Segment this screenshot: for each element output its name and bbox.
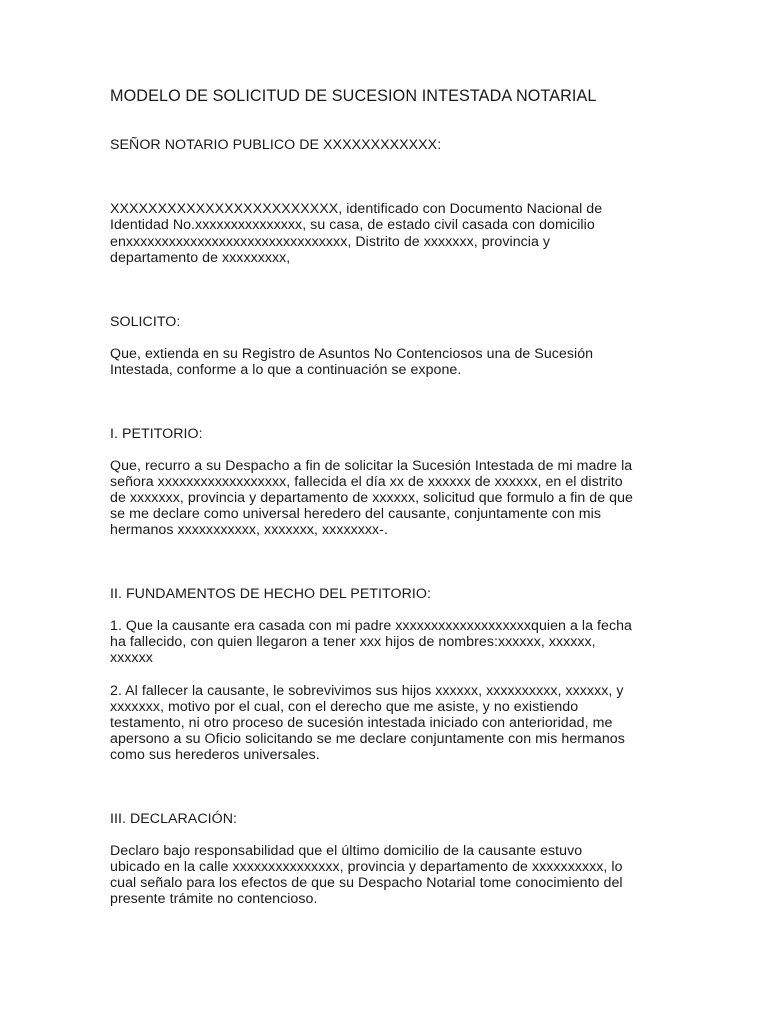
paragraph-line: Identidad No.xxxxxxxxxxxxxxx, su casa, de estado civil casada con domicilio bbox=[110, 217, 595, 233]
solicito-heading: SOLICITO: bbox=[110, 314, 181, 330]
paragraph-line: XXXXXXXXXXXXXXXXXXXXXXXX, identificado con Documento Nacional de bbox=[110, 201, 603, 217]
paragraph-line: Que, recurro a su Despacho a fin de solicitar la Sucesión Intestada de mi madre la bbox=[110, 458, 633, 474]
paragraph-line: enxxxxxxxxxxxxxxxxxxxxxxxxxxxxxxx, Distrito de xxxxxxx, provincia y bbox=[110, 234, 551, 250]
paragraph-line: xxxxxxx, motivo por el cual, con el derecho que me asiste, y no existiendo bbox=[110, 699, 579, 715]
paragraph-line: Declaro bajo responsabilidad que el último domicilio de la causante estuvo bbox=[110, 843, 583, 859]
paragraph-line: presente trámite no contencioso. bbox=[110, 891, 318, 907]
paragraph-line: apersono a su Oficio solicitando se me declare conjuntamente con mis hermanos bbox=[110, 731, 625, 747]
paragraph-line: Intestada, conforme a lo que a continuación se expone. bbox=[110, 362, 462, 378]
paragraph-line: xxxxxx bbox=[110, 650, 153, 666]
paragraph-line: hermanos xxxxxxxxxxx, xxxxxxx, xxxxxxxx-. bbox=[110, 522, 388, 538]
paragraph-line: ubicado en la calle xxxxxxxxxxxxxxx, provincia y departamento de xxxxxxxxxx, lo bbox=[110, 859, 623, 875]
paragraph-line: como sus herederos universales. bbox=[110, 747, 320, 763]
paragraph-line: señora xxxxxxxxxxxxxxxxxx, fallecida el día xx de xxxxxx de xxxxxx, en el distrito bbox=[110, 474, 623, 490]
paragraph-line: testamento, ni otro proceso de sucesión intestada iniciado con anterioridad, me bbox=[110, 715, 613, 731]
paragraph-line: Que, extienda en su Registro de Asuntos No Contenciosos una de Sucesión bbox=[110, 346, 594, 362]
paragraph-line: de xxxxxxx, provincia y departamento de xxxxxx, solicitud que formulo a fin de que bbox=[110, 490, 633, 506]
paragraph-line: se me declare como universal heredero del causante, conjuntamente con mis bbox=[110, 506, 602, 522]
paragraph-line: ha fallecido, con quien llegaron a tener xxx hijos de nombres:xxxxxx, xxxxxx, bbox=[110, 634, 596, 650]
declaracion-heading: III. DECLARACIÓN: bbox=[110, 811, 237, 827]
paragraph-line: 2. Al fallecer la causante, le sobrevivimos sus hijos xxxxxx, xxxxxxxxxx, xxxxxx, y bbox=[110, 683, 624, 699]
document-title: MODELO DE SOLICITUD DE SUCESION INTESTADA NOTARIAL bbox=[110, 87, 597, 105]
paragraph-line: cual señalo para los efectos de que su Despacho Notarial tome conocimiento del bbox=[110, 875, 623, 891]
fundamentos-heading: II. FUNDAMENTOS DE HECHO DEL PETITORIO: bbox=[110, 586, 431, 602]
petitorio-heading: I. PETITORIO: bbox=[110, 426, 203, 442]
addressee: SEÑOR NOTARIO PUBLICO DE XXXXXXXXXXXX: bbox=[110, 137, 442, 153]
paragraph-line: 1. Que la causante era casada con mi padre xxxxxxxxxxxxxxxxxxxquien a la fecha bbox=[110, 618, 632, 634]
paragraph-line: departamento de xxxxxxxxx, bbox=[110, 250, 291, 266]
